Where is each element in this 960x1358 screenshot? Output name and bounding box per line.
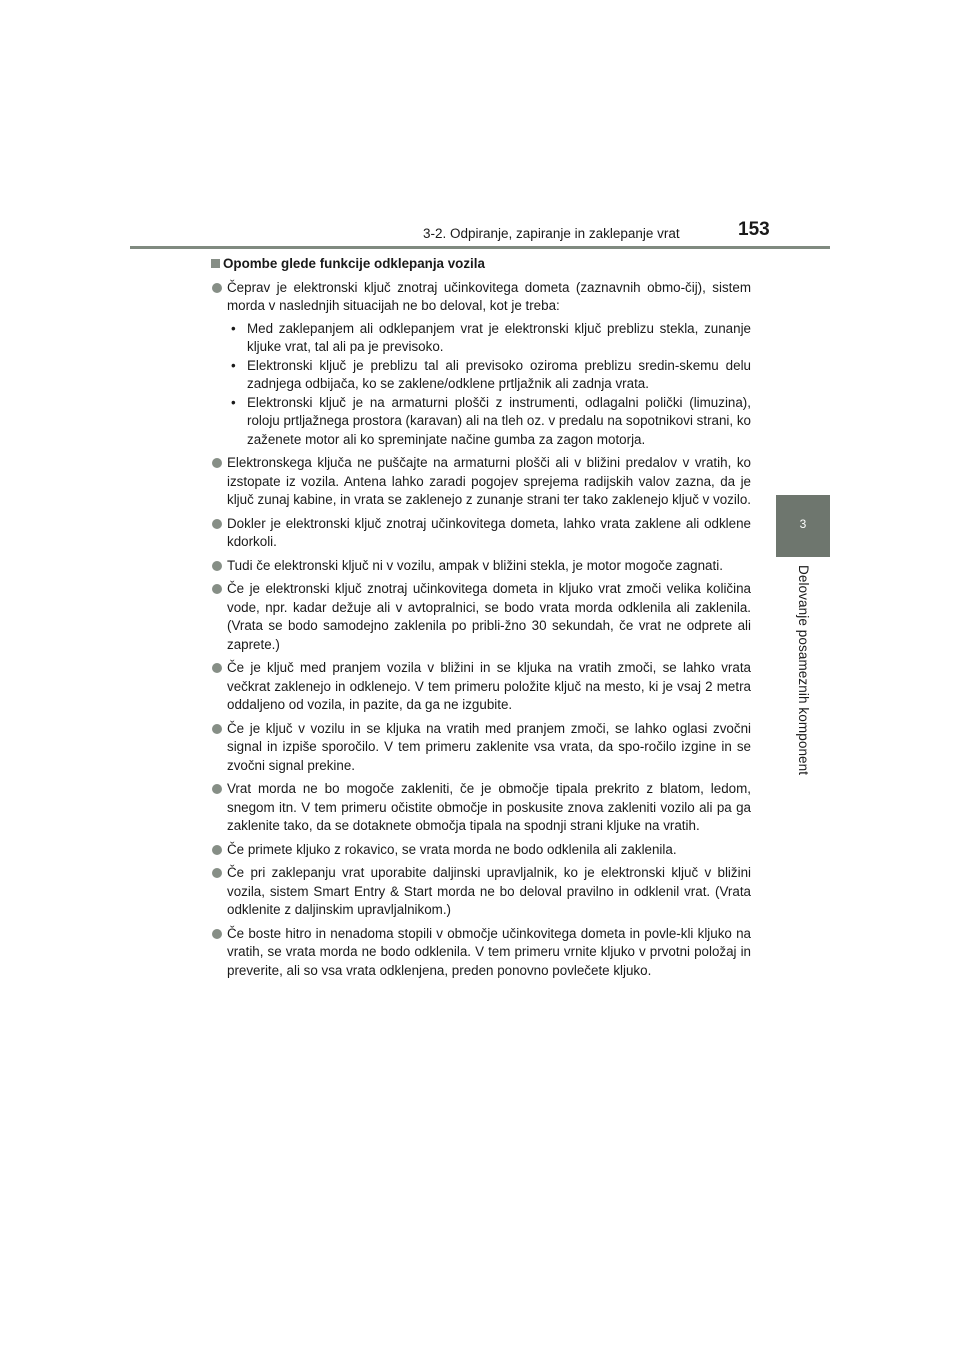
list-item-text: Če je elektronski ključ znotraj učinkovitega dometa in kljuko vrat zmoči velika količina vode, npr. kadar dežuje ali v avtopralnici, se bodo vrata morda odklenila ali zaklenila. (Vrata se bodo samodejno zaklenila po pribli-žno 30 sekundah, če vrat ne odprete ali zaprete.): [227, 581, 751, 652]
section-title: 3-2. Odpiranje, zapiranje in zaklepanje vrat: [423, 226, 680, 241]
sub-list-item: [225, 357, 751, 394]
list-item: [211, 557, 751, 576]
circle-bullet-icon: [212, 458, 222, 468]
list-item: [211, 580, 751, 654]
list-item: [211, 780, 751, 836]
list-item-text: Če boste hitro in nenadoma stopili v območje učinkovitega dometa in povle-kli kljuko na vratih, se vrata morda ne bodo odklenila. V tem primeru vrnite kljuko v prvotni položaj in preverite, ali so vsa vrata odklenjena, preden ponovno povlečete kljuko.: [227, 925, 751, 978]
list-item: [211, 279, 751, 450]
circle-bullet-icon: [212, 283, 222, 293]
dot-bullet-icon: •: [231, 320, 236, 336]
circle-bullet-icon: [212, 663, 222, 673]
circle-bullet-icon: [212, 929, 222, 939]
list-item: [211, 925, 751, 981]
circle-bullet-icon: [212, 784, 222, 794]
list-item: [211, 864, 751, 920]
list-item: [211, 515, 751, 552]
chapter-number: 3: [799, 517, 807, 531]
dot-bullet-icon: •: [231, 357, 236, 373]
sub-list-item: [225, 394, 751, 450]
section-heading-text: Opombe glede funkcije odklepanja vozila: [223, 256, 485, 271]
list-item-text: Če je ključ v vozilu in se kljuka na vratih med pranjem zmoči, se lahko oglasi zvočni signal in izpiše sporočilo. V tem primeru zaklenite vsa vrata, da spo-ročilo izgine in se zvočni signal prekine.: [227, 720, 751, 773]
list-item-text: Če primete kljuko z rokavico, se vrata morda ne bodo odklenila ali zaklenila.: [227, 841, 677, 857]
list-item-text: Če pri zaklepanju vrat uporabite daljinski upravljalnik, ko je elektronski ključ v bližini vozila, sistem Smart Entry & Start morda ne bo deloval pravilno in odklenil vrat. (Vrata odklenite z daljinskim upravljalnikom.): [227, 865, 751, 917]
sub-list-item: [225, 320, 751, 357]
list-item-text: Dokler je elektronski ključ znotraj učinkovitega dometa, lahko vrata zaklene ali odklene kdorkoli.: [227, 515, 751, 549]
circle-bullet-icon: [212, 845, 222, 855]
circle-bullet-icon: [212, 519, 222, 529]
list-item: [211, 841, 751, 860]
circle-bullet-icon: [212, 724, 222, 734]
list-item-text: Vrat morda ne bo mogoče zakleniti, če je območje tipala prekrito z blatom, ledom, snegom itn. V tem primeru očistite območje in poskusite znova zakleniti vozilo ali pa ga zaklenite tako, da se dotaknete območja tipala na spodnji strani kljuke na vratih.: [227, 781, 751, 833]
chapter-tab: [776, 495, 830, 557]
sub-list-item-text: Med zaklepanjem ali odklepanjem vrat je elektronski ključ preblizu stekla, zunanje kljuke vrat, tal ali pa je previsoko.: [247, 320, 751, 354]
circle-bullet-icon: [212, 561, 222, 571]
list-item-text: Čeprav je elektronski ključ znotraj učinkovitega dometa (zaznavnih obmo-čij), sistem morda v naslednjih situacijah ne bo deloval, kot je treba:: [227, 279, 751, 313]
list-item-text: Tudi če elektronski ključ ni v vozilu, ampak v bližini stekla, je motor mogoče zagnati.: [227, 557, 723, 573]
dot-bullet-icon: •: [231, 394, 236, 410]
circle-bullet-icon: [212, 868, 222, 878]
list-item: [211, 720, 751, 776]
list-item: [211, 454, 751, 510]
circle-bullet-icon: [212, 584, 222, 594]
section-heading: [211, 255, 751, 274]
chapter-label: Delovanje posameznih komponent: [796, 565, 811, 776]
square-bullet-icon: [211, 259, 220, 268]
list-item-text: Če je ključ med pranjem vozila v bližini in se kljuka na vratih zmoči, se lahko vrata večkrat zaklenejo in odklenejo. V tem primeru položite ključ na mesto, ki je vsaj 2 metra oddaljeno od vozila, in pazite, da ga ne izgubite.: [227, 660, 751, 712]
list-item: [211, 659, 751, 715]
sub-list: [227, 320, 751, 450]
sub-list-item-text: Elektronski ključ je na armaturni plošči z instrumenti, odlagalni polički (limuzina), roloju prtljažnega prostora (karavan) ali na tleh oz. v predalu na sopotnikovi strani, ko zaženete motor ali ko spreminjate načine gumba za zagon motorja.: [247, 394, 751, 447]
header-divider: [130, 246, 830, 249]
page-content: [211, 255, 751, 985]
list-item-text: Elektronskega ključa ne puščajte na armaturni plošči ali v bližini predalov v vratih, ko izstopate iz vozila. Antena lahko zaradi pogojev sprejema radijskih valov zazna, da je ključ zunaj kabine, in vrata se zaklenejo z zunanje strani ter tako zaklenejo ključ v vozilo.: [227, 455, 751, 507]
sub-list-item-text: Elektronski ključ je preblizu tal ali previsoko oziroma preblizu sredin-skemu delu zadnjega odbijača, ko se zaklene/odklene prtljažnik ali zadnja vrata.: [247, 357, 751, 391]
page-number: 153: [738, 219, 770, 240]
